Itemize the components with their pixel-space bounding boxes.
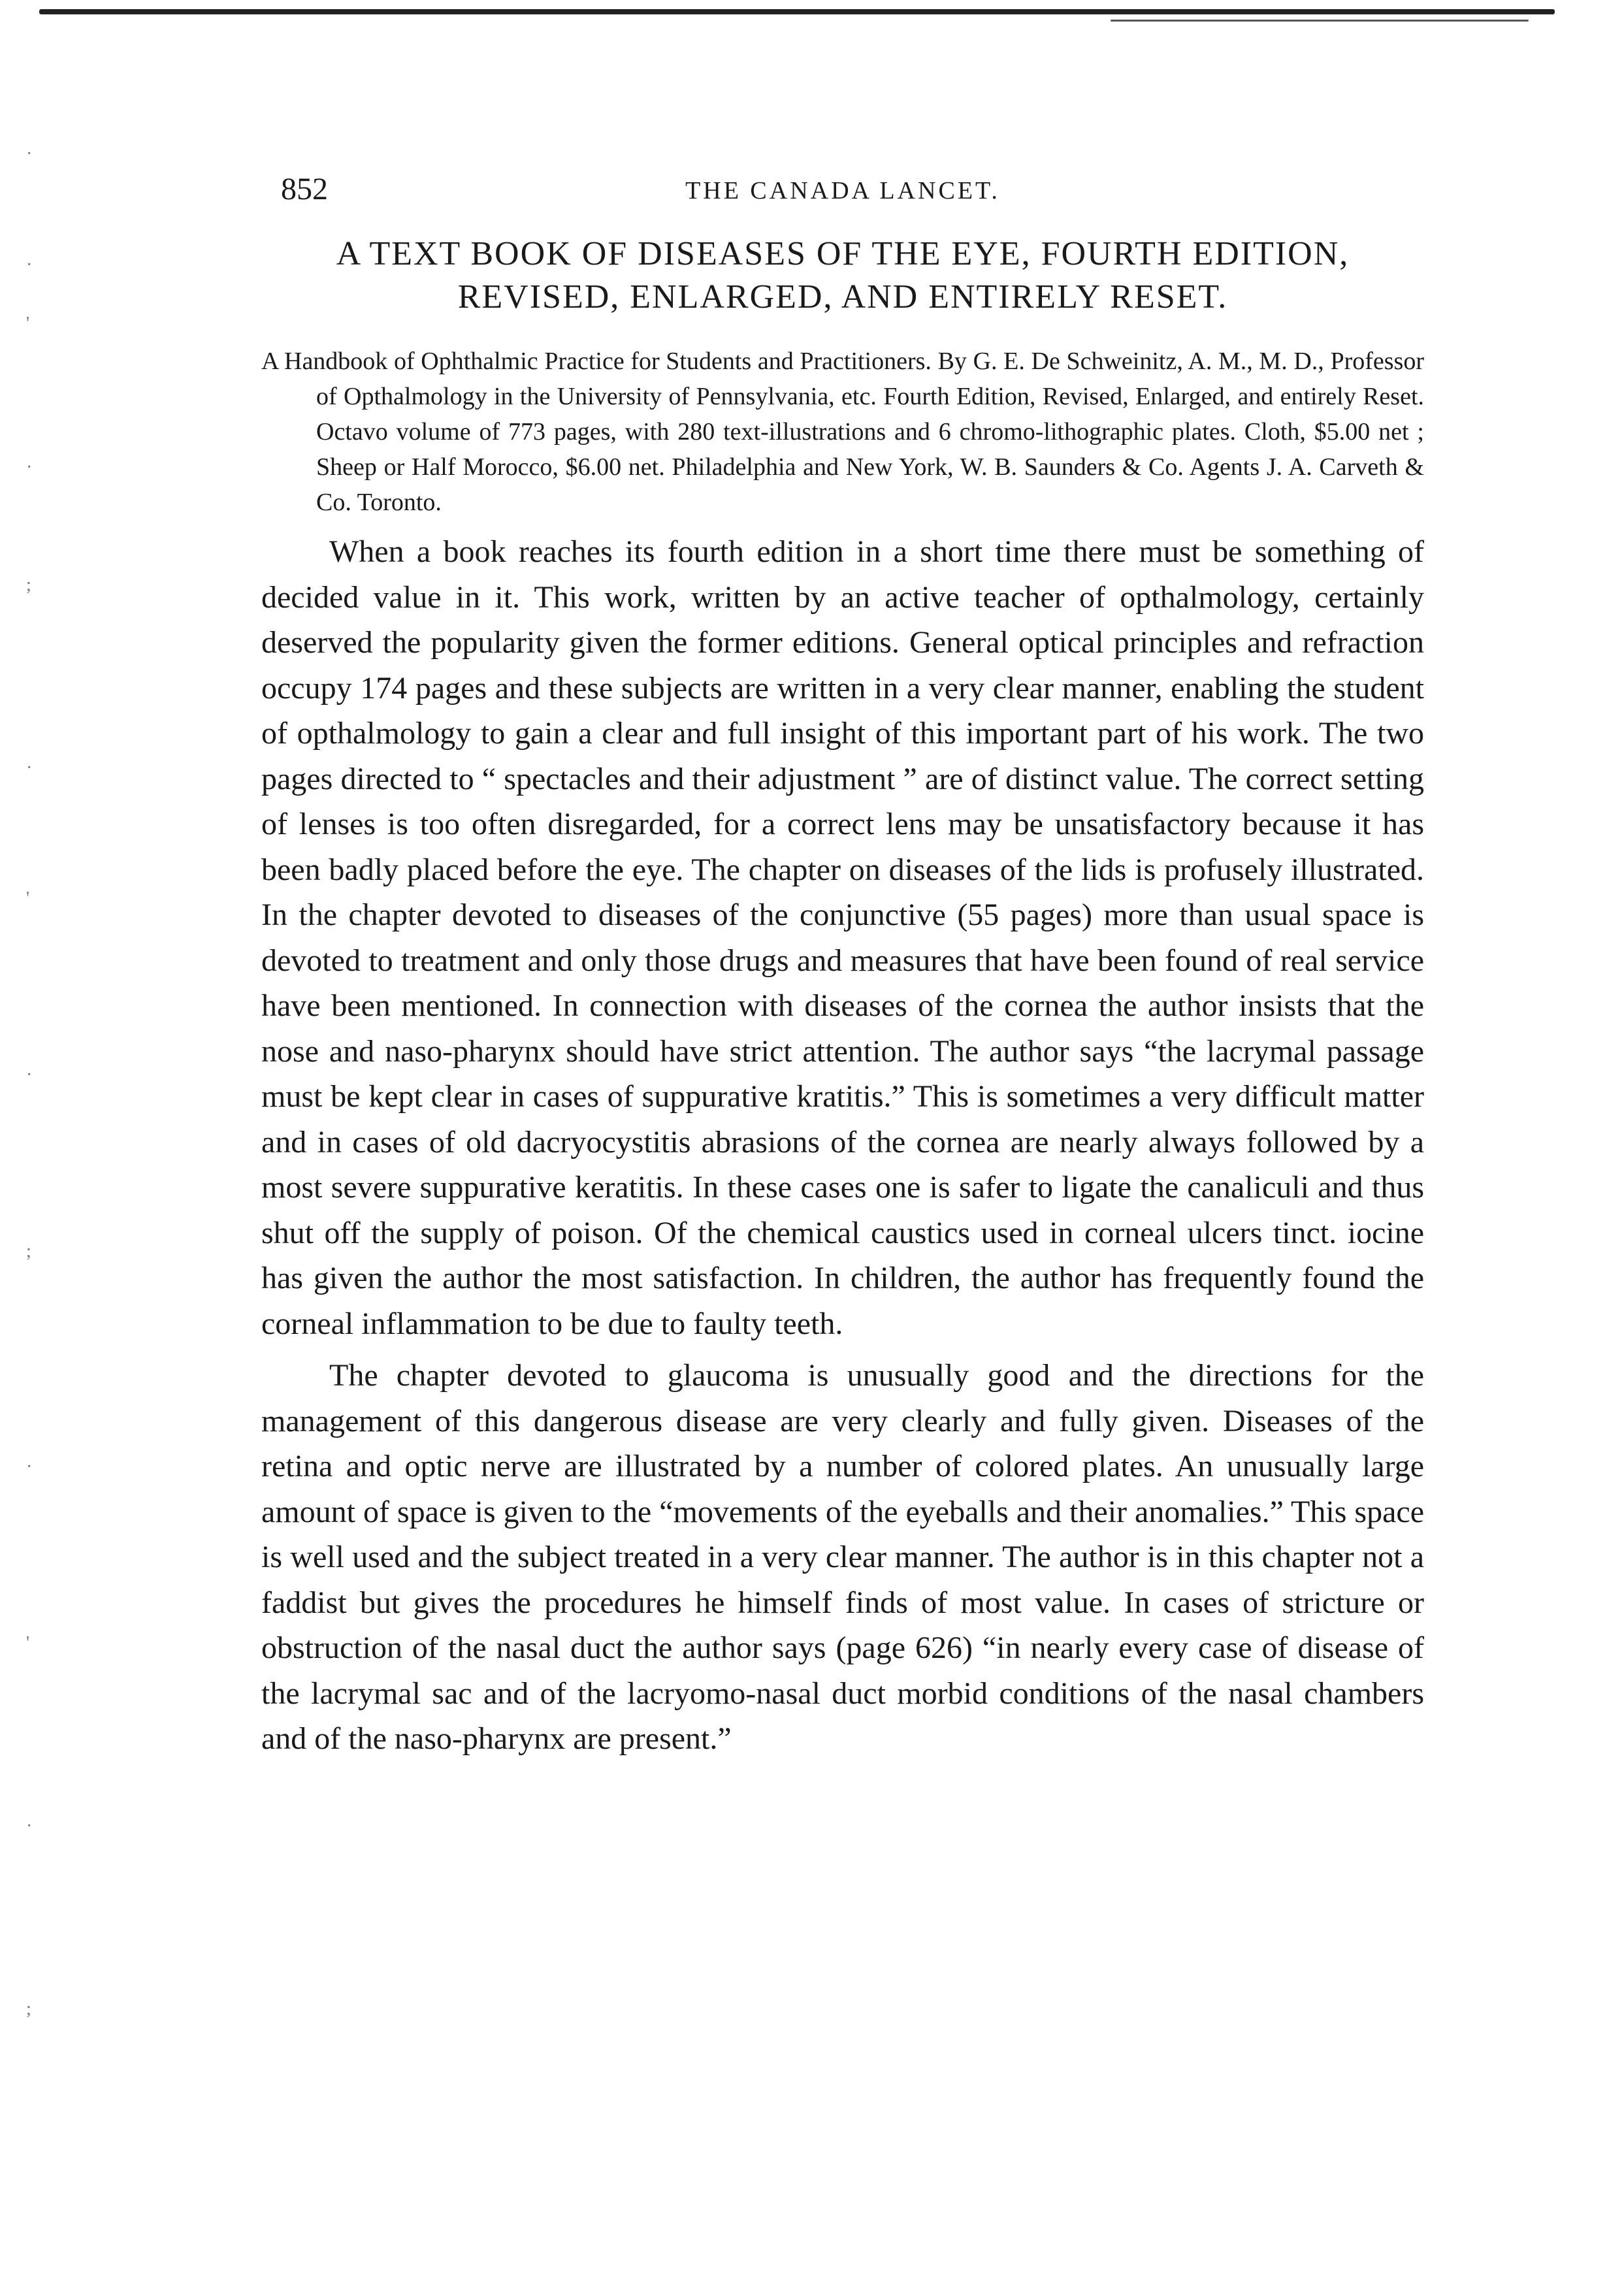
running-head [261, 171, 1424, 223]
top-scan-rule-secondary [1111, 20, 1529, 22]
bibliographic-note: A Handbook of Ophthalmic Practice for Students and Practitioners. By G. E. De Schweinitz, A. M., M. D., Professor of Opthalmology in the University of Pennsylvania, etc. Fourth Edition, Revised, Enlarged, and entirely Reset. Octavo volume of 773 pages, with 280 text-illustrations and 6 chromo-lithographic plates. Cloth, $5.00 net ; Sheep or Half Morocco, $6.00 net. Philadelphia and New York, W. B. Saunders & Co. Agents J. A. Carveth & Co. Toronto. [261, 348, 1424, 516]
page-content [261, 171, 1424, 1762]
body-paragraph-1: When a book reaches its fourth edition in a short time there must be something of decided value in it. This work, written by an active teacher of opthalmology, certainly deserved the popularity given the former editions. General optical principles and refraction occupy 174 pages and these subjects are written in a very clear manner, enabling the student of opthalmology to gain a clear and full insight of this important part of his work. The two pages directed to “ spectacles and their adjustment ” are of distinct value. The correct setting of lenses is too often disregarded, for a correct lens may be unsatisfactory because it has been badly placed before the eye. The chapter on diseases of the lids is profusely illustrated. In the chapter devoted to diseases of the conjunctive (55 pages) more than usual space is devoted to treatment and only those drugs and measures that have been found of real service have been mentioned. In connection with diseases of the cornea the author insists that the nose and naso-pharynx should have strict attention. The author says “the lacrymal passage must be kept clear in cases of suppurative kratitis.” This is sometimes a very difficult matter and in cases of old dacryocystitis abrasions of the cornea are nearly always followed by a most severe suppurative keratitis. In these cases one is safer to ligate the canaliculi and thus shut off the supply of poison. Of the chemical caustics used in corneal ulcers tinct. iocine has given the author the most satisfaction. In children, the author has frequently found the corneal inflammation to be due to faulty teeth. [261, 534, 1424, 1341]
top-scan-rule [39, 9, 1555, 14]
page-number: 852 [281, 172, 328, 206]
journal-title: THE CANADA LANCET. [685, 177, 1000, 204]
margin-specks: · · ' · ; · ' · ; · ' · ; [26, 144, 33, 2019]
article-title: A TEXT BOOK OF DISEASES OF THE EYE, FOURTH EDITION, REVISED, ENLARGED, AND ENTIRELY RESET. [336, 235, 1350, 316]
body-paragraph-2: The chapter devoted to glaucoma is unusually good and the directions for the management of this dangerous disease are very clearly and fully given. Diseases of the retina and optic nerve are illustrated by a number of colored plates. An unusually large amount of space is given to the “movements of the eyeballs and their anomalies.” This space is well used and the subject treated in a very clear manner. The author is in this chapter not a faddist but gives the procedures he himself finds of most value. In cases of stricture or obstruction of the nasal duct the author says (page 626) “in nearly every case of disease of the lacrymal sac and of the lacryomo-nasal duct morbid conditions of the nasal chambers and of the naso-pharynx are present.” [261, 1358, 1424, 1756]
